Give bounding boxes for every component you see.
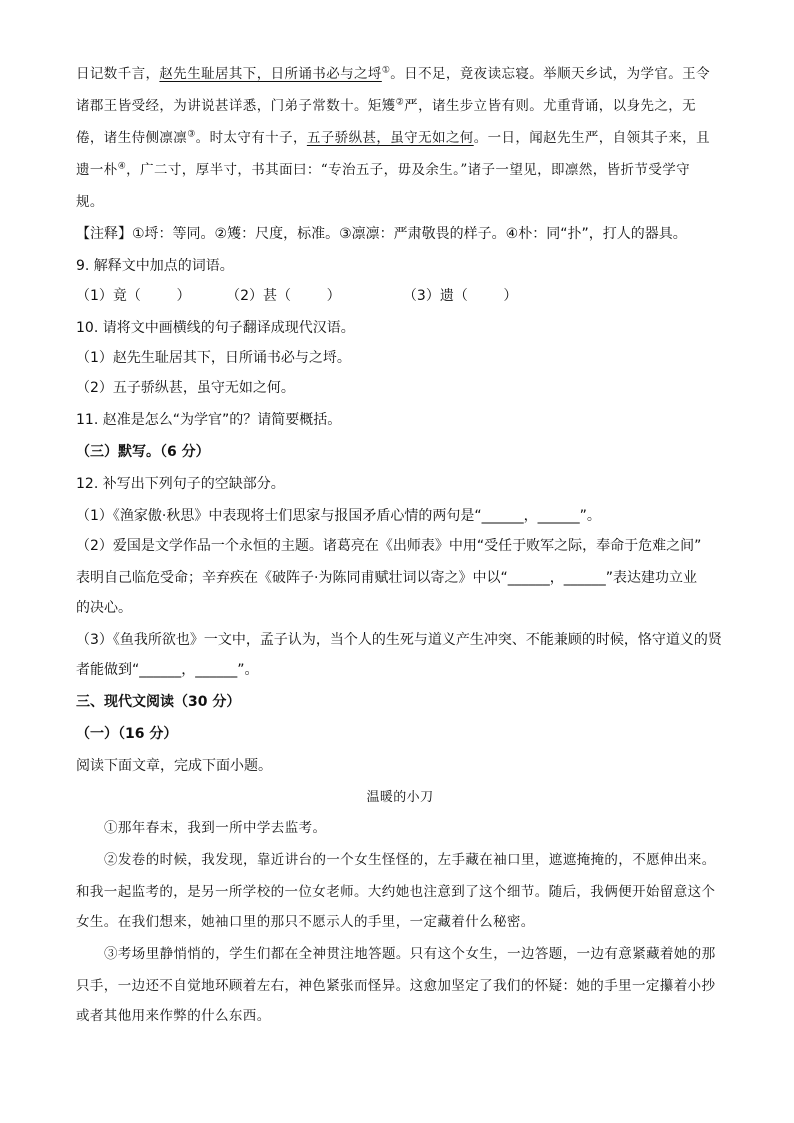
note-marker-2: ②	[395, 97, 405, 108]
passage-text: 严，诸生步立皆有则。尤重背诵，以身先之，无	[404, 98, 697, 114]
passage-line-3	[76, 128, 724, 148]
story-paragraph-3-line-2: 只手，一边还不自觉地环顾着左右，神色紧张而怪异。这愈加坚定了我们的怀疑：她的手里一定攥着小抄	[76, 978, 716, 994]
passage-text: 。一日，闻赵先生严，自领其子来，且	[473, 130, 710, 146]
story-paragraph-2-line-2: 和我一起监考的，是另一所学校的一位女老师。大约她也注意到了这个细节。随后，我俩便开始留意这个	[76, 884, 716, 900]
section-heading-dictation: （三）默写。（6 分）	[76, 444, 210, 460]
passage-text: ，广二寸，厚半寸，书其面曰：“专治五子，毋及余生。”诸子一望见，即凛然，皆折节受学守	[126, 162, 691, 178]
question-12-item-2-line-2: 表明自己临危受命；辛弃疾在《破阵子·为陈同甫赋壮词以寄之》中以“______，______”表达建功立业	[76, 570, 697, 586]
passage-line-4	[76, 160, 724, 180]
story-paragraph-1: ①那年春末，我到一所中学去监考。	[104, 820, 327, 836]
question-10-sentence-1: （1）赵先生耻居其下，日所诵书必与之埒。	[76, 350, 351, 366]
reading-instruction: 阅读下面文章，完成下面小题。	[76, 758, 272, 774]
annotation-notes: 【注释】①埒：等同。②矱：尺度，标准。③凛凛：严肃敬畏的样子。④朴：同“扑”，打人的器具。	[76, 226, 687, 242]
subsection-heading: （一）（16 分）	[76, 726, 178, 742]
question-10-sentence-2: （2）五子骄纵甚，虽守无如之何。	[76, 380, 295, 396]
question-11: 11. 赵准是怎么“为学官”的？请简要概括。	[76, 412, 342, 428]
note-marker-1: ①	[381, 65, 391, 76]
story-title: 温暖的小刀	[366, 790, 434, 805]
story-paragraph-3-line-3: 或者其他用来作弊的什么东西。	[76, 1008, 271, 1024]
question-10-title: 10. 请将文中画横线的句子翻译成现代汉语。	[76, 320, 355, 336]
question-12-item-3-line-1: （3）《鱼我所欲也》一文中，孟子认为，当个人的生死与道义产生冲突、不能兼顾的时候，恪守道义的贤	[76, 632, 722, 648]
note-marker-3: ③	[187, 129, 196, 140]
story-paragraph-2-line-3: 女生。在我们想来，她袖口里的那只不愿示人的手里，一定藏着什么秘密。	[76, 914, 535, 930]
part-heading-modern-reading: 三、现代文阅读（30 分）	[76, 694, 241, 710]
question-12-item-2-line-3: 的决心。	[76, 600, 132, 616]
passage-line-2	[76, 96, 724, 116]
passage-line-5: 规。	[76, 194, 104, 210]
passage-text: 日记数千言，	[76, 66, 160, 82]
question-12-item-3-line-2: 者能做到“______，______”。	[76, 662, 259, 678]
question-12-title: 12. 补写出下列句子的空缺部分。	[76, 476, 285, 492]
note-marker-4: ④	[117, 161, 127, 172]
passage-text: 遗一朴	[76, 162, 118, 178]
question-12-item-1: （1）《渔家傲·秋思》中表现将士们思家与报国矛盾心情的两句是“______，______”。	[76, 508, 601, 524]
underlined-sentence-1: 赵先生耻居其下，日所诵书必与之埒	[159, 66, 382, 82]
question-12-item-2-line-1: （2）爱国是文学作品一个永恒的主题。诸葛亮在《出师表》中用“受任于败军之际，奉命于危难之间”	[76, 538, 702, 554]
passage-line-1	[76, 64, 724, 84]
passage-text: 倦，诸生侍侧凛凛	[76, 130, 188, 146]
passage-text: 。时太守有十子，	[195, 130, 307, 146]
underlined-sentence-2: 五子骄纵甚，虽守无如之何	[306, 130, 474, 146]
passage-text: 诸郡王皆受经，为讲说甚详悉，门弟子常数十。矩矱	[76, 98, 396, 114]
passage-text: 。日不足，竟夜读忘寝。举顺天乡试，为学官。王令	[390, 66, 710, 82]
story-paragraph-3-line-1: ③考场里静悄悄的，学生们都在全神贯注地答题。只有这个女生，一边答题，一边有意紧藏着她的那	[104, 946, 716, 962]
question-9-items: （1）竟（ ） （2）甚（ ） （3）遗（ ）	[76, 288, 518, 304]
story-paragraph-2-line-1: ②发卷的时候，我发现，靠近讲台的一个女生怪怪的，左手藏在袖口里，遮遮掩掩的，不愿伸出来。	[104, 852, 716, 868]
question-9-title: 9. 解释文中加点的词语。	[76, 258, 234, 274]
